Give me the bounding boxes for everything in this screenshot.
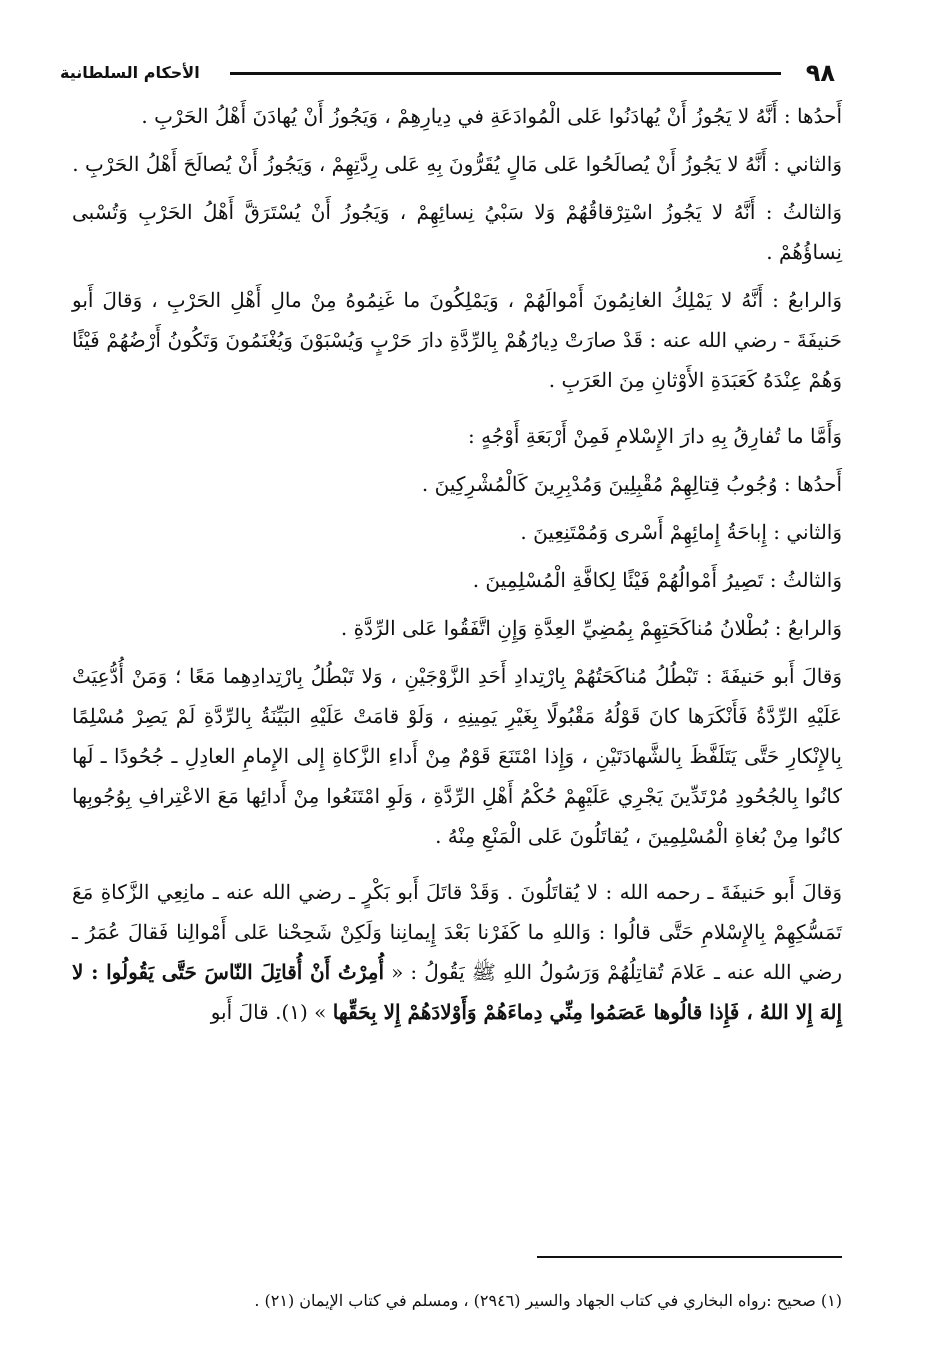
footnote-rule <box>537 1256 842 1258</box>
paragraph-second-aspect: وَالثاني : إِباحَةُ إِمائِهِمْ أَسْرى وَمُمْتَنِعِينَ . <box>520 520 842 544</box>
paragraph-abu-hanifa-opinion: وَقالَ أَبو حَنيفَةَ : تَبْطُلُ مُناكَحَتُهُمْ بِارْتِدادِ أَحَدِ الزَّوْجَيْنِ ، وَلا تَبْطُلُ بِارْتِدادِهِما مَعًا ؛ وَمَنْ أُدُّعِيَتْ عَلَيْهِ الرِّدَّةُ فَأَنْكَرَها كانَ قَوْلُهُ مَقْبُولًا بِغَيْرِ يَمِينِهِ ، وَلَوْ قامَتْ عَلَيْهِ البَيِّنَةُ بِالرِّدَّةِ لَمْ يَصِرْ مُسْلِمًا بِالإِنْكارِ حَتَّى يَتَلَفَّظَ بِالشَّهادَتَيْنِ ، وَإِذا امْتَنَعَ قَوْمٌ مِنْ أَداءِ الزَّكاةِ إِلى الإِمامِ العادِلِ ـ جُحُودًا ـ لَها كانُوا بِالجُحُودِ مُرْتَدِّينَ يَجْرِي عَلَيْهِمْ حُكْمُ أَهْلِ الرِّدَّةِ ، وَلَوِ امْتَنَعُوا مِنْ أَدائِها مَعَ الاعْتِرافِ بِوُجُوبِها كانُوا مِنْ بُغاةِ الْمُسْلِمِينَ ، يُقاتَلُونَ عَلى الْمَنْعِ مِنْهُ . <box>72 664 842 848</box>
paragraph-fourth-difference: وَالرابعُ : أَنَّهُ لا يَمْلِكُ الغانِمُونَ أَمْوالَهُمْ ، وَيَمْلِكُونَ ما غَنِمُوهُ مِنْ مالِ أَهْلِ الحَرْبِ ، وَقالَ أَبو حَنيفَةَ - رضي الله عنه : قَدْ صارَتْ دِيارُهُمْ بِالرِّدَّةِ دارَ حَرْبٍ وَيُسْبَوْنَ وَيُغْنَمُونَ وَتَكُونُ أَرْضُهُمْ فَيْئًا وَهُمْ عِنْدَهُ كَعَبَدَةِ الأَوْثانِ مِنَ العَرَبِ . <box>72 288 842 392</box>
paragraph-abu-bakr-zakat <box>72 872 842 1032</box>
paragraph-fourth-aspect: وَالرابعُ : بُطْلانُ مُناكَحَتِهِمْ بِمُضِيِّ العِدَّةِ وَإِنِ اتَّفَقُوا عَلى الرِّدَّةِ . <box>340 616 842 640</box>
paragraph-four-aspects-intro: وَأَمَّا ما تُفارِقُ بِهِ دارَ الإِسْلامِ فَمِنْ أَرْبَعَةِ أَوْجُهٍ : <box>468 424 842 448</box>
paragraph-text-end: » (١). قالَ أَبو <box>210 1000 327 1024</box>
header-rule <box>230 72 781 75</box>
footnote: (١) صحيح :رواه البخاري في كتاب الجهاد والسير (٢٩٤٦) ، ومسلم في كتاب الإيمان (٢١) . <box>254 1291 842 1310</box>
paragraph-second-difference: وَالثاني : أَنَّهُ لا يَجُوزُ أَنْ يُصالَحُوا عَلى مَالٍ يُقَرُّونَ بِهِ عَلى رِدَّتِهِمْ ، وَيَجُوزُ أَنْ يُصالَحَ أَهْلُ الحَرْبِ . <box>72 152 842 176</box>
paragraph-third-aspect: وَالثالثُ : تَصِيرُ أَمْوالُهُمْ فَيْئًا لِكافَّةِ الْمُسْلِمِينَ . <box>472 568 842 592</box>
body-text <box>72 96 842 1040</box>
paragraph-first-aspect: أَحدُها : وُجُوبُ قِتالِهِمْ مُقْبِلِينَ وَمُدْبِرِينَ كَالْمُشْرِكِينَ . <box>421 472 842 496</box>
paragraph-third-difference: وَالثالثُ : أَنَّهُ لا يَجُوزُ اسْتِرْقاقُهُمْ وَلا سَبْيُ نِسائِهِمْ ، وَيَجُوزُ أَنْ يُسْتَرَقَّ أَهْلُ الحَرْبِ وَتُسْبى نِساؤُهُمْ . <box>72 200 842 264</box>
page-header <box>60 55 835 91</box>
paragraph-first-difference: أَحدُها : أَنَّهُ لا يَجُوزُ أَنْ يُهادَنُوا عَلى الْمُوادَعَةِ في دِيارِهِمْ ، وَيَجُوزُ أَنْ يُهادَنَ أَهْلُ الحَرْبِ . <box>141 104 842 128</box>
paragraph-text: وَقالَ أَبو حَنيفَةَ ـ رحمه الله : لا يُقاتَلُونَ . وَقَدْ قاتَلَ أَبو بَكْرٍ ـ رضي الله عنه ـ مانِعِي الزَّكاةِ مَعَ تَمَسُّكِهِمْ بِالإِسْلامِ حَتَّى قالُوا : وَاللهِ ما كَفَرْنا بَعْدَ إِيمانِنا وَلَكِنْ شَحِحْنا عَلى أَمْوالِنا فَقالَ عُمَرُ ـ رضي الله عنه ـ عَلامَ تُقاتِلُهُمْ وَرَسُولُ اللهِ ﷺ يَقُولُ : « <box>72 880 842 984</box>
hadith-quote: أُمِرْتُ أَنْ أُقاتِلَ النّاسَ حَتَّى يَقُولُوا : لا إِلهَ إِلا اللهُ ، فَإِذا قالُوها عَصَمُوا مِنِّي دِماءَهُمْ وَأَوْلادَهُمْ إِلا بِحَقِّها <box>72 960 842 1024</box>
page-number: ٩٨ <box>805 59 835 87</box>
book-title: الأحكام السلطانية <box>60 63 200 82</box>
